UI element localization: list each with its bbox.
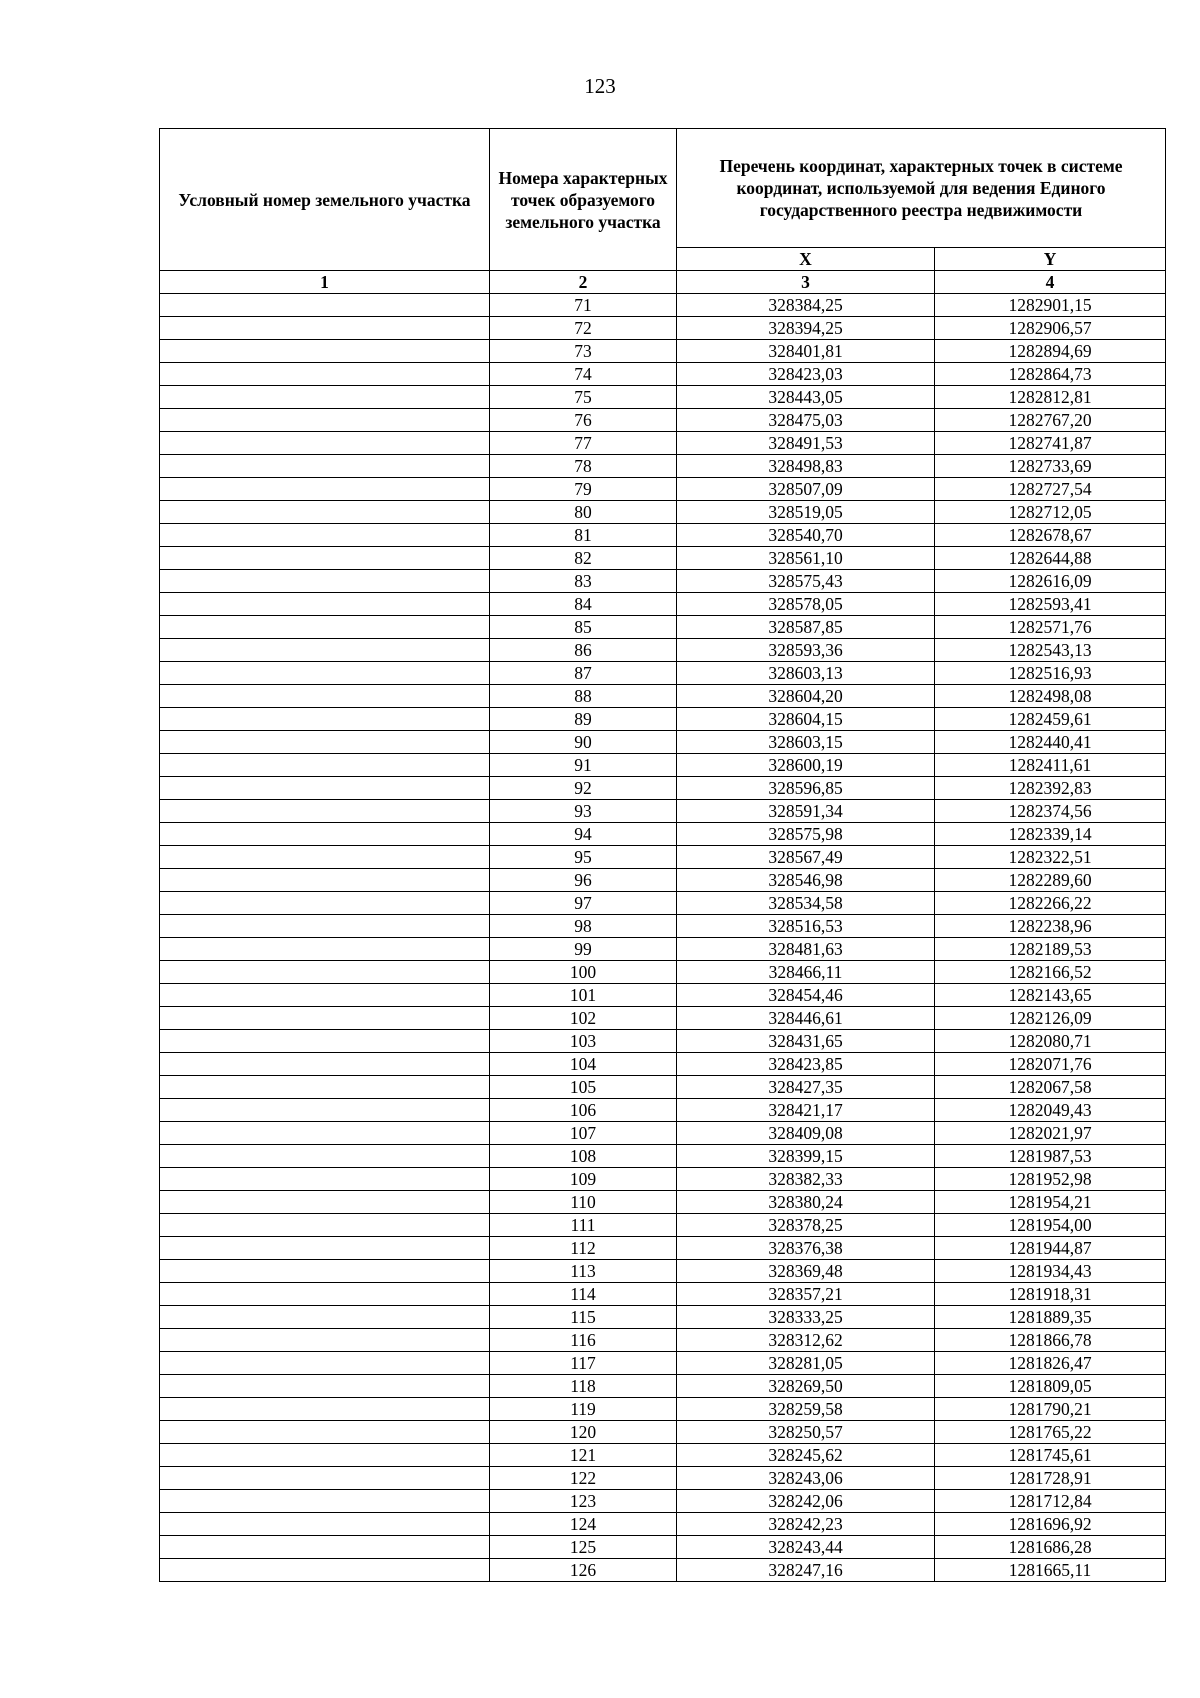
land-plot-number-cell	[160, 478, 490, 501]
x-coordinate-cell: 328382,33	[677, 1168, 935, 1191]
point-number-cell: 82	[490, 547, 677, 570]
x-coordinate-cell: 328534,58	[677, 892, 935, 915]
y-coordinate-cell: 1282543,13	[935, 639, 1166, 662]
point-number-cell: 112	[490, 1237, 677, 1260]
point-number-cell: 111	[490, 1214, 677, 1237]
y-coordinate-cell: 1282238,96	[935, 915, 1166, 938]
x-coordinate-cell: 328281,05	[677, 1352, 935, 1375]
y-coordinate-cell: 1282727,54	[935, 478, 1166, 501]
x-coordinate-cell: 328491,53	[677, 432, 935, 455]
table-row	[160, 1329, 1166, 1352]
table-row	[160, 639, 1166, 662]
y-coordinate-cell: 1282374,56	[935, 800, 1166, 823]
table-row	[160, 685, 1166, 708]
x-coordinate-cell: 328575,98	[677, 823, 935, 846]
page-number: 123	[584, 74, 616, 98]
x-coordinate-cell: 328516,53	[677, 915, 935, 938]
y-coordinate-cell: 1281918,31	[935, 1283, 1166, 1306]
x-coordinate-cell: 328591,34	[677, 800, 935, 823]
point-number-cell: 71	[490, 294, 677, 317]
table-row	[160, 1421, 1166, 1444]
point-number-cell: 108	[490, 1145, 677, 1168]
land-plot-number-cell	[160, 455, 490, 478]
table-row	[160, 1444, 1166, 1467]
x-coordinate-cell: 328596,85	[677, 777, 935, 800]
point-number-cell: 105	[490, 1076, 677, 1099]
header-col-number-3: 3	[677, 271, 935, 294]
coordinates-table	[159, 128, 1166, 1582]
land-plot-number-cell	[160, 984, 490, 1007]
land-plot-number-cell	[160, 1375, 490, 1398]
table-row	[160, 386, 1166, 409]
y-coordinate-cell: 1282894,69	[935, 340, 1166, 363]
table-row	[160, 1306, 1166, 1329]
y-coordinate-cell: 1282864,73	[935, 363, 1166, 386]
point-number-cell: 118	[490, 1375, 677, 1398]
point-number-cell: 120	[490, 1421, 677, 1444]
point-number-cell: 115	[490, 1306, 677, 1329]
table-row	[160, 1490, 1166, 1513]
point-number-cell: 122	[490, 1467, 677, 1490]
point-number-cell: 87	[490, 662, 677, 685]
y-coordinate-cell: 1282459,61	[935, 708, 1166, 731]
point-number-cell: 78	[490, 455, 677, 478]
land-plot-number-cell	[160, 1421, 490, 1444]
point-number-cell: 92	[490, 777, 677, 800]
table-row	[160, 340, 1166, 363]
y-coordinate-cell: 1281686,28	[935, 1536, 1166, 1559]
land-plot-number-cell	[160, 846, 490, 869]
y-coordinate-cell: 1282901,15	[935, 294, 1166, 317]
table-row	[160, 1214, 1166, 1237]
land-plot-number-cell	[160, 524, 490, 547]
land-plot-number-cell	[160, 1329, 490, 1352]
table-row	[160, 1536, 1166, 1559]
table-row	[160, 1398, 1166, 1421]
land-plot-number-cell	[160, 1444, 490, 1467]
point-number-cell: 101	[490, 984, 677, 1007]
point-number-cell: 121	[490, 1444, 677, 1467]
point-number-cell: 90	[490, 731, 677, 754]
table-row	[160, 1352, 1166, 1375]
table-row	[160, 616, 1166, 639]
x-coordinate-cell: 328245,62	[677, 1444, 935, 1467]
x-coordinate-cell: 328357,21	[677, 1283, 935, 1306]
x-coordinate-cell: 328519,05	[677, 501, 935, 524]
x-coordinate-cell: 328578,05	[677, 593, 935, 616]
y-coordinate-cell: 1281809,05	[935, 1375, 1166, 1398]
land-plot-number-cell	[160, 777, 490, 800]
point-number-cell: 73	[490, 340, 677, 363]
header-col-number-2: 2	[490, 271, 677, 294]
point-number-cell: 75	[490, 386, 677, 409]
x-coordinate-cell: 328399,15	[677, 1145, 935, 1168]
x-coordinate-cell: 328369,48	[677, 1260, 935, 1283]
x-coordinate-cell: 328242,23	[677, 1513, 935, 1536]
land-plot-number-cell	[160, 616, 490, 639]
land-plot-number-cell	[160, 1536, 490, 1559]
x-coordinate-cell: 328243,44	[677, 1536, 935, 1559]
land-plot-number-cell	[160, 1513, 490, 1536]
header-coordinates-list: Перечень координат, характерных точек в системе координат, используемой для ведения Единого государственного реестра недвижимости	[677, 129, 1166, 248]
point-number-cell: 123	[490, 1490, 677, 1513]
land-plot-number-cell	[160, 432, 490, 455]
table-row	[160, 1191, 1166, 1214]
x-coordinate-cell: 328421,17	[677, 1099, 935, 1122]
y-coordinate-cell: 1281765,22	[935, 1421, 1166, 1444]
land-plot-number-cell	[160, 938, 490, 961]
table-row	[160, 1237, 1166, 1260]
table-row	[160, 984, 1166, 1007]
land-plot-number-cell	[160, 317, 490, 340]
header-col-number-1: 1	[160, 271, 490, 294]
point-number-cell: 103	[490, 1030, 677, 1053]
point-number-cell: 97	[490, 892, 677, 915]
y-coordinate-cell: 1281954,21	[935, 1191, 1166, 1214]
y-coordinate-cell: 1282126,09	[935, 1007, 1166, 1030]
table-row	[160, 846, 1166, 869]
x-coordinate-cell: 328423,03	[677, 363, 935, 386]
table-row	[160, 1099, 1166, 1122]
land-plot-number-cell	[160, 1145, 490, 1168]
y-coordinate-cell: 1282189,53	[935, 938, 1166, 961]
table-row	[160, 708, 1166, 731]
point-number-cell: 125	[490, 1536, 677, 1559]
x-coordinate-cell: 328384,25	[677, 294, 935, 317]
table-row	[160, 915, 1166, 938]
x-coordinate-cell: 328431,65	[677, 1030, 935, 1053]
table-row	[160, 823, 1166, 846]
point-number-cell: 124	[490, 1513, 677, 1536]
y-coordinate-cell: 1281745,61	[935, 1444, 1166, 1467]
land-plot-number-cell	[160, 1237, 490, 1260]
x-coordinate-cell: 328423,85	[677, 1053, 935, 1076]
x-coordinate-cell: 328546,98	[677, 869, 935, 892]
y-coordinate-cell: 1282322,51	[935, 846, 1166, 869]
point-number-cell: 94	[490, 823, 677, 846]
point-number-cell: 96	[490, 869, 677, 892]
point-number-cell: 86	[490, 639, 677, 662]
x-coordinate-cell: 328269,50	[677, 1375, 935, 1398]
y-coordinate-cell: 1282266,22	[935, 892, 1166, 915]
y-coordinate-cell: 1282067,58	[935, 1076, 1166, 1099]
table-row	[160, 317, 1166, 340]
y-coordinate-cell: 1282289,60	[935, 869, 1166, 892]
table-row	[160, 455, 1166, 478]
land-plot-number-cell	[160, 593, 490, 616]
point-number-cell: 100	[490, 961, 677, 984]
y-coordinate-cell: 1282616,09	[935, 570, 1166, 593]
x-coordinate-cell: 328242,06	[677, 1490, 935, 1513]
table-row	[160, 869, 1166, 892]
land-plot-number-cell	[160, 708, 490, 731]
table-row	[160, 547, 1166, 570]
x-coordinate-cell: 328243,06	[677, 1467, 935, 1490]
y-coordinate-cell: 1282080,71	[935, 1030, 1166, 1053]
y-coordinate-cell: 1281696,92	[935, 1513, 1166, 1536]
table-row	[160, 1030, 1166, 1053]
land-plot-number-cell	[160, 869, 490, 892]
land-plot-number-cell	[160, 800, 490, 823]
x-coordinate-cell: 328498,83	[677, 455, 935, 478]
y-coordinate-cell: 1282906,57	[935, 317, 1166, 340]
y-coordinate-cell: 1282767,20	[935, 409, 1166, 432]
land-plot-number-cell	[160, 363, 490, 386]
point-number-cell: 106	[490, 1099, 677, 1122]
land-plot-number-cell	[160, 1168, 490, 1191]
land-plot-number-cell	[160, 754, 490, 777]
y-coordinate-cell: 1282712,05	[935, 501, 1166, 524]
x-coordinate-cell: 328567,49	[677, 846, 935, 869]
table-row	[160, 1145, 1166, 1168]
point-number-cell: 74	[490, 363, 677, 386]
table-row	[160, 501, 1166, 524]
table-row	[160, 892, 1166, 915]
land-plot-number-cell	[160, 1099, 490, 1122]
point-number-cell: 77	[490, 432, 677, 455]
y-coordinate-cell: 1282411,61	[935, 754, 1166, 777]
land-plot-number-cell	[160, 1122, 490, 1145]
x-coordinate-cell: 328600,19	[677, 754, 935, 777]
y-coordinate-cell: 1282049,43	[935, 1099, 1166, 1122]
x-coordinate-cell: 328603,13	[677, 662, 935, 685]
y-coordinate-cell: 1282644,88	[935, 547, 1166, 570]
x-coordinate-cell: 328443,05	[677, 386, 935, 409]
table-row	[160, 363, 1166, 386]
table-row	[160, 409, 1166, 432]
land-plot-number-cell	[160, 1053, 490, 1076]
land-plot-number-cell	[160, 1283, 490, 1306]
point-number-cell: 98	[490, 915, 677, 938]
point-number-cell: 117	[490, 1352, 677, 1375]
y-coordinate-cell: 1281712,84	[935, 1490, 1166, 1513]
table-row	[160, 593, 1166, 616]
x-coordinate-cell: 328454,46	[677, 984, 935, 1007]
header-land-plot-number: Условный номер земельного участка	[160, 129, 490, 271]
land-plot-number-cell	[160, 662, 490, 685]
land-plot-number-cell	[160, 386, 490, 409]
y-coordinate-cell: 1281987,53	[935, 1145, 1166, 1168]
land-plot-number-cell	[160, 823, 490, 846]
x-coordinate-cell: 328376,38	[677, 1237, 935, 1260]
table-row	[160, 1122, 1166, 1145]
land-plot-number-cell	[160, 915, 490, 938]
land-plot-number-cell	[160, 961, 490, 984]
land-plot-number-cell	[160, 1030, 490, 1053]
y-coordinate-cell: 1282741,87	[935, 432, 1166, 455]
table-row	[160, 1283, 1166, 1306]
y-coordinate-cell: 1281665,11	[935, 1559, 1166, 1582]
table-row	[160, 570, 1166, 593]
table-row	[160, 1260, 1166, 1283]
y-coordinate-cell: 1281826,47	[935, 1352, 1166, 1375]
land-plot-number-cell	[160, 685, 490, 708]
table-row	[160, 777, 1166, 800]
land-plot-number-cell	[160, 1398, 490, 1421]
point-number-cell: 110	[490, 1191, 677, 1214]
x-coordinate-cell: 328409,08	[677, 1122, 935, 1145]
x-coordinate-cell: 328481,63	[677, 938, 935, 961]
point-number-cell: 95	[490, 846, 677, 869]
y-coordinate-cell: 1282733,69	[935, 455, 1166, 478]
x-coordinate-cell: 328587,85	[677, 616, 935, 639]
y-coordinate-cell: 1281889,35	[935, 1306, 1166, 1329]
point-number-cell: 76	[490, 409, 677, 432]
point-number-cell: 114	[490, 1283, 677, 1306]
point-number-cell: 89	[490, 708, 677, 731]
point-number-cell: 72	[490, 317, 677, 340]
x-coordinate-cell: 328312,62	[677, 1329, 935, 1352]
header-point-numbers: Номера характерных точек образуемого земельного участка	[490, 129, 677, 271]
y-coordinate-cell: 1282498,08	[935, 685, 1166, 708]
point-number-cell: 93	[490, 800, 677, 823]
x-coordinate-cell: 328333,25	[677, 1306, 935, 1329]
land-plot-number-cell	[160, 639, 490, 662]
x-coordinate-cell: 328401,81	[677, 340, 935, 363]
land-plot-number-cell	[160, 731, 490, 754]
x-coordinate-cell: 328561,10	[677, 547, 935, 570]
point-number-cell: 81	[490, 524, 677, 547]
y-coordinate-cell: 1281952,98	[935, 1168, 1166, 1191]
x-coordinate-cell: 328378,25	[677, 1214, 935, 1237]
y-coordinate-cell: 1282021,97	[935, 1122, 1166, 1145]
land-plot-number-cell	[160, 570, 490, 593]
point-number-cell: 119	[490, 1398, 677, 1421]
point-number-cell: 84	[490, 593, 677, 616]
table-row	[160, 754, 1166, 777]
table-row	[160, 432, 1166, 455]
x-coordinate-cell: 328604,20	[677, 685, 935, 708]
x-coordinate-cell: 328540,70	[677, 524, 935, 547]
x-coordinate-cell: 328604,15	[677, 708, 935, 731]
table-row	[160, 1513, 1166, 1536]
x-coordinate-cell: 328593,36	[677, 639, 935, 662]
land-plot-number-cell	[160, 1467, 490, 1490]
y-coordinate-cell: 1282071,76	[935, 1053, 1166, 1076]
table-row	[160, 1007, 1166, 1030]
y-coordinate-cell: 1281866,78	[935, 1329, 1166, 1352]
land-plot-number-cell	[160, 1007, 490, 1030]
y-coordinate-cell: 1282143,65	[935, 984, 1166, 1007]
x-coordinate-cell: 328446,61	[677, 1007, 935, 1030]
point-number-cell: 79	[490, 478, 677, 501]
table-row	[160, 1168, 1166, 1191]
y-coordinate-cell: 1282440,41	[935, 731, 1166, 754]
x-coordinate-cell: 328247,16	[677, 1559, 935, 1582]
table-row	[160, 1467, 1166, 1490]
header-col-number-4: 4	[935, 271, 1166, 294]
x-coordinate-cell: 328250,57	[677, 1421, 935, 1444]
land-plot-number-cell	[160, 892, 490, 915]
table-row	[160, 478, 1166, 501]
point-number-cell: 104	[490, 1053, 677, 1076]
table-row	[160, 731, 1166, 754]
table-row	[160, 961, 1166, 984]
x-coordinate-cell: 328466,11	[677, 961, 935, 984]
land-plot-number-cell	[160, 1490, 490, 1513]
point-number-cell: 126	[490, 1559, 677, 1582]
x-coordinate-cell: 328575,43	[677, 570, 935, 593]
point-number-cell: 109	[490, 1168, 677, 1191]
land-plot-number-cell	[160, 294, 490, 317]
x-coordinate-cell: 328380,24	[677, 1191, 935, 1214]
header-x: X	[677, 248, 935, 271]
x-coordinate-cell: 328603,15	[677, 731, 935, 754]
land-plot-number-cell	[160, 1352, 490, 1375]
x-coordinate-cell: 328259,58	[677, 1398, 935, 1421]
land-plot-number-cell	[160, 340, 490, 363]
x-coordinate-cell: 328427,35	[677, 1076, 935, 1099]
table-body	[160, 294, 1166, 1582]
table-row	[160, 524, 1166, 547]
x-coordinate-cell: 328507,09	[677, 478, 935, 501]
land-plot-number-cell	[160, 547, 490, 570]
point-number-cell: 99	[490, 938, 677, 961]
y-coordinate-cell: 1282166,52	[935, 961, 1166, 984]
land-plot-number-cell	[160, 409, 490, 432]
point-number-cell: 88	[490, 685, 677, 708]
x-coordinate-cell: 328475,03	[677, 409, 935, 432]
point-number-cell: 85	[490, 616, 677, 639]
table-row	[160, 938, 1166, 961]
land-plot-number-cell	[160, 1306, 490, 1329]
y-coordinate-cell: 1282571,76	[935, 616, 1166, 639]
point-number-cell: 107	[490, 1122, 677, 1145]
land-plot-number-cell	[160, 1191, 490, 1214]
land-plot-number-cell	[160, 1076, 490, 1099]
point-number-cell: 113	[490, 1260, 677, 1283]
point-number-cell: 80	[490, 501, 677, 524]
table-row	[160, 800, 1166, 823]
table-row	[160, 1053, 1166, 1076]
land-plot-number-cell	[160, 501, 490, 524]
point-number-cell: 91	[490, 754, 677, 777]
point-number-cell: 116	[490, 1329, 677, 1352]
table-row	[160, 1076, 1166, 1099]
y-coordinate-cell: 1282593,41	[935, 593, 1166, 616]
y-coordinate-cell: 1281728,91	[935, 1467, 1166, 1490]
header-y: Y	[935, 248, 1166, 271]
table-row	[160, 294, 1166, 317]
y-coordinate-cell: 1281944,87	[935, 1237, 1166, 1260]
table-row	[160, 662, 1166, 685]
y-coordinate-cell: 1281790,21	[935, 1398, 1166, 1421]
land-plot-number-cell	[160, 1260, 490, 1283]
land-plot-number-cell	[160, 1214, 490, 1237]
y-coordinate-cell: 1281954,00	[935, 1214, 1166, 1237]
y-coordinate-cell: 1281934,43	[935, 1260, 1166, 1283]
land-plot-number-cell	[160, 1559, 490, 1582]
table-row	[160, 1375, 1166, 1398]
y-coordinate-cell: 1282812,81	[935, 386, 1166, 409]
point-number-cell: 83	[490, 570, 677, 593]
x-coordinate-cell: 328394,25	[677, 317, 935, 340]
y-coordinate-cell: 1282678,67	[935, 524, 1166, 547]
table-row	[160, 1559, 1166, 1582]
point-number-cell: 102	[490, 1007, 677, 1030]
y-coordinate-cell: 1282339,14	[935, 823, 1166, 846]
y-coordinate-cell: 1282392,83	[935, 777, 1166, 800]
y-coordinate-cell: 1282516,93	[935, 662, 1166, 685]
